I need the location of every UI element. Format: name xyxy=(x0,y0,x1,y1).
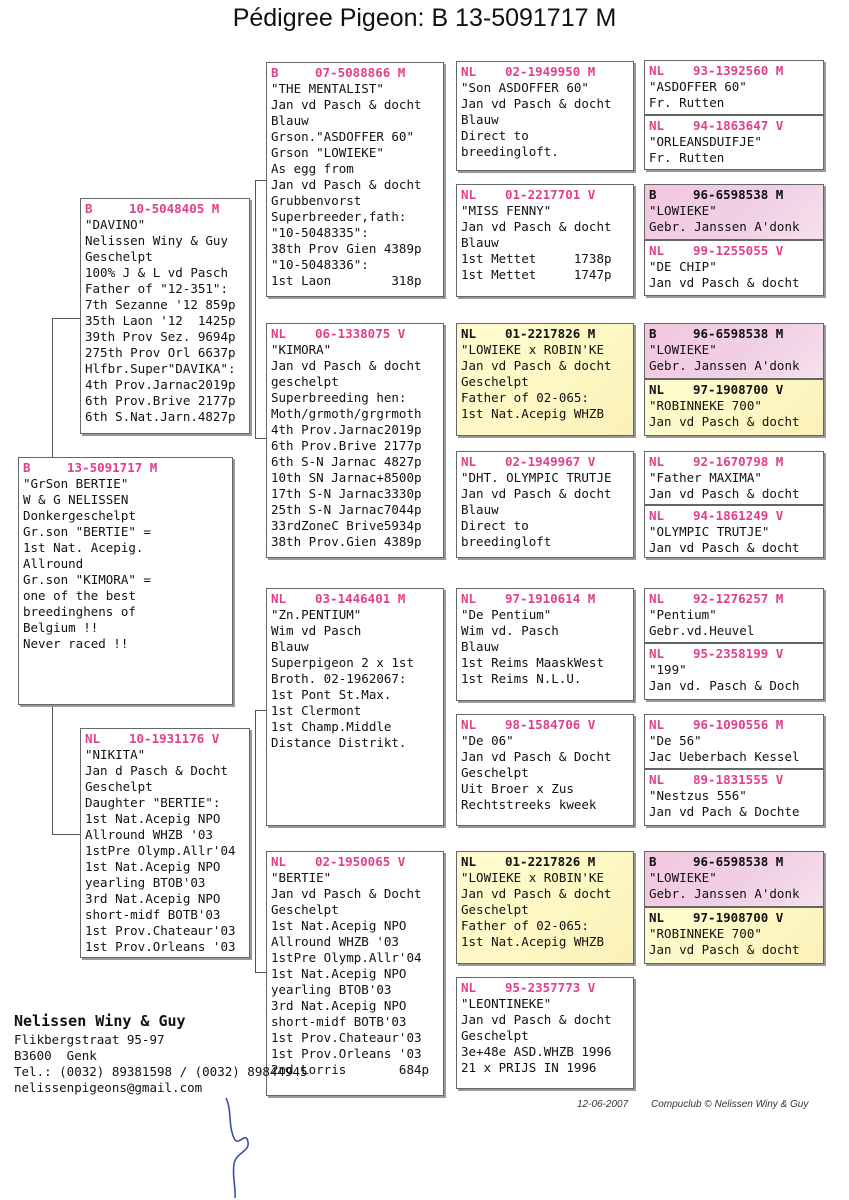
card-line: "LOWIEKE" xyxy=(649,870,717,885)
card-line: 35th Laon '12 1425p xyxy=(85,313,236,328)
card-header xyxy=(649,508,819,524)
card-line: W & G NELISSEN xyxy=(23,492,129,507)
connector-line xyxy=(255,710,256,972)
card-line: 1st Nat.Acepig NPO xyxy=(271,918,407,933)
pigeon-card-g2 xyxy=(644,115,824,170)
card-header xyxy=(461,591,629,607)
card-line: 1st Mettet 1747p xyxy=(461,267,612,282)
card-line: Wim vd Pasch xyxy=(271,623,362,638)
card-line: Superbreeding hen: xyxy=(271,390,407,405)
owner-city: B3600 Genk xyxy=(14,1048,97,1063)
card-line: Jan vd Pasch & docht xyxy=(271,358,422,373)
card-line: 1st Champ.Middle xyxy=(271,719,392,734)
pigeon-card-mmf xyxy=(456,851,634,964)
connector-line xyxy=(255,710,266,711)
card-line: 100% J & L vd Pasch xyxy=(85,265,228,280)
pigeon-card-g11 xyxy=(644,714,824,769)
connector-line xyxy=(52,318,53,458)
card-line: 1st Pont St.Max. xyxy=(271,687,392,702)
card-line: "10-5048335": xyxy=(271,225,369,240)
card-line: Jan vd Pasch & docht xyxy=(649,540,800,555)
pigeon-card-mfm xyxy=(456,714,634,826)
card-header xyxy=(649,910,819,926)
card-line: breedingloft. xyxy=(461,144,559,159)
owner-street: Flikbergstraat 95-97 xyxy=(14,1032,165,1047)
ring-number: 94-1861249 V xyxy=(693,508,784,523)
ring-number: 03-1446401 M xyxy=(315,591,406,606)
card-line: Moth/grmoth/grgrmoth xyxy=(271,406,422,421)
owner-phone: Tel.: (0032) 89381598 / (0032) 89844945 xyxy=(14,1064,308,1079)
ring-number: 94-1863647 V xyxy=(693,118,784,133)
country-code: NL xyxy=(461,854,477,869)
card-line: Blauw xyxy=(271,113,309,128)
card-header xyxy=(461,717,629,733)
card-header xyxy=(649,243,819,259)
card-line: Fr. Rutten xyxy=(649,150,725,165)
card-line: Geschelpt xyxy=(85,249,153,264)
country-code: NL xyxy=(649,646,665,661)
connector-line xyxy=(255,438,266,439)
card-line: Jan vd Pasch & docht xyxy=(461,219,612,234)
card-line: "KIMORA" xyxy=(271,342,332,357)
pigeon-card-ffm xyxy=(456,184,634,297)
card-line: 1st Prov.Orleans '03 xyxy=(271,1046,422,1061)
card-line: "LOWIEKE x ROBIN'KE xyxy=(461,870,604,885)
card-line: Geschelpt xyxy=(461,374,529,389)
country-code: B xyxy=(649,854,657,869)
country-code: B xyxy=(85,201,93,216)
card-line: 1st Nat.Acepig WHZB xyxy=(461,934,604,949)
country-code: NL xyxy=(461,326,477,341)
country-code: NL xyxy=(649,591,665,606)
card-line: 7th Sezanne '12 859p xyxy=(85,297,236,312)
pigeon-card-g5 xyxy=(644,323,824,379)
card-line: Fr. Rutten xyxy=(649,95,725,110)
pigeon-card-mf xyxy=(266,588,444,826)
ring-number: 99-1255055 V xyxy=(693,243,784,258)
ring-number: 89-1831555 V xyxy=(693,772,784,787)
card-line: 25th S-N Jarnac7044p xyxy=(271,502,422,517)
country-code: NL xyxy=(271,591,287,606)
card-line: "De Pentium" xyxy=(461,607,552,622)
card-header xyxy=(649,382,819,398)
country-code: NL xyxy=(461,64,477,79)
card-header xyxy=(649,772,819,788)
card-header xyxy=(271,591,439,607)
card-line: "199" xyxy=(649,662,687,677)
pigeon-card-fff xyxy=(456,61,634,171)
card-line: "DAVINO" xyxy=(85,217,146,232)
ring-number: 97-1908700 V xyxy=(693,910,784,925)
card-line: "THE MENTALIST" xyxy=(271,81,384,96)
card-line: Jan vd Pasch & docht xyxy=(461,486,612,501)
card-line: Jan vd Pasch & docht xyxy=(271,97,422,112)
connector-line xyxy=(52,318,80,319)
card-line: 1st Mettet 1738p xyxy=(461,251,612,266)
card-line: Jan vd Pasch & docht xyxy=(461,96,612,111)
country-code: NL xyxy=(649,243,665,258)
owner-email: nelissenpigeons@gmail.com xyxy=(14,1080,203,1095)
country-code: NL xyxy=(649,910,665,925)
card-line: 4th Prov.Jarnac2019p xyxy=(271,422,422,437)
ring-number: 01-2217701 V xyxy=(505,187,596,202)
country-code: NL xyxy=(649,508,665,523)
card-line: Distance Distrikt. xyxy=(271,735,407,750)
card-line: Nelissen Winy & Guy xyxy=(85,233,228,248)
card-line: Gr.son "KIMORA" = xyxy=(23,572,151,587)
card-line: 1stPre Olymp.Allr'04 xyxy=(271,950,422,965)
pigeon-card-g3 xyxy=(644,184,824,240)
card-line: Jan vd Pasch & docht xyxy=(649,275,800,290)
card-line: "LOWIEKE" xyxy=(649,203,717,218)
signature-mark xyxy=(218,1090,258,1200)
card-line: Jan vd Pasch & docht xyxy=(649,486,800,501)
ring-number: 10-5048405 M xyxy=(129,201,220,216)
pigeon-card-g13 xyxy=(644,851,824,907)
pigeon-card-fmf xyxy=(456,323,634,436)
card-line: Blauw xyxy=(461,502,499,517)
card-line: yearling BTOB'03 xyxy=(85,875,206,890)
ring-number: 02-1950065 V xyxy=(315,854,406,869)
card-line: "OLYMPIC TRUTJE" xyxy=(649,524,770,539)
card-header xyxy=(649,717,819,733)
card-line: Allround xyxy=(23,556,84,571)
card-header xyxy=(85,201,245,217)
card-line: breedinghens of xyxy=(23,604,136,619)
card-header xyxy=(461,64,629,80)
card-line: "Son ASDOFFER 60" xyxy=(461,80,589,95)
card-line: Father of 02-065: xyxy=(461,390,589,405)
card-line: Geschelpt xyxy=(461,765,529,780)
card-header xyxy=(271,854,439,870)
card-header xyxy=(649,591,819,607)
ring-number: 96-1090556 M xyxy=(693,717,784,732)
connector-line xyxy=(255,180,256,438)
card-line: Wim vd. Pasch xyxy=(461,623,559,638)
pigeon-card-pigeon xyxy=(18,457,233,705)
pigeon-card-g8 xyxy=(644,505,824,558)
card-line: 1st Prov.Chateaur'03 xyxy=(271,1030,422,1045)
card-line: Jan vd Pach & Dochte xyxy=(649,804,800,819)
card-line: 4th Prov.Jarnac2019p xyxy=(85,377,236,392)
ring-number: 95-2357773 V xyxy=(505,980,596,995)
ring-number: 96-6598538 M xyxy=(693,854,784,869)
footer-credit: Compuclub © Nelissen Winy & Guy xyxy=(651,1099,809,1110)
card-line: Jan vd Pasch & Docht xyxy=(271,886,422,901)
card-header xyxy=(649,454,819,470)
card-line: 38th Prov.Gien 4389p xyxy=(271,534,422,549)
card-line: 3rd Nat.Acepig NPO xyxy=(271,998,407,1013)
card-line: Father of 02-065: xyxy=(461,918,589,933)
card-line: 1st Prov.Orleans '03 xyxy=(85,939,236,954)
card-line: "ORLEANSDUIFJE" xyxy=(649,134,762,149)
card-line: 38th Prov Gien 4389p xyxy=(271,241,422,256)
connector-line xyxy=(255,972,266,973)
ring-number: 97-1908700 V xyxy=(693,382,784,397)
country-code: NL xyxy=(461,591,477,606)
card-line: Donkergeschelpt xyxy=(23,508,136,523)
card-line: Direct to xyxy=(461,518,529,533)
card-line: "LOWIEKE" xyxy=(649,342,717,357)
card-line: 275th Prov Orl 6637p xyxy=(85,345,236,360)
card-line: Gebr.vd.Heuvel xyxy=(649,623,755,638)
connector-line xyxy=(255,180,266,181)
country-code: NL xyxy=(461,454,477,469)
card-header xyxy=(23,460,228,476)
card-line: Gr.son "BERTIE" = xyxy=(23,524,151,539)
card-line: "Pentium" xyxy=(649,607,717,622)
country-code: NL xyxy=(649,454,665,469)
card-line: short-midf BOTB'03 xyxy=(85,907,221,922)
card-line: yearling BTOB'03 xyxy=(271,982,392,997)
pigeon-card-father xyxy=(80,198,250,434)
card-line: "DHT. OLYMPIC TRUTJE xyxy=(461,470,612,485)
card-header xyxy=(271,65,439,81)
card-header xyxy=(649,187,819,203)
card-line: 1stPre Olymp.Allr'04 xyxy=(85,843,236,858)
card-line: one of the best xyxy=(23,588,136,603)
card-header xyxy=(649,854,819,870)
card-line: Blauw xyxy=(461,112,499,127)
card-line: Allround WHZB '03 xyxy=(271,934,399,949)
ring-number: 92-1276257 M xyxy=(693,591,784,606)
country-code: NL xyxy=(649,382,665,397)
card-line: Gebr. Janssen A'donk xyxy=(649,358,800,373)
card-line: Geschelpt xyxy=(461,1028,529,1043)
card-header xyxy=(461,326,629,342)
pigeon-card-g1 xyxy=(644,60,824,115)
card-line: Gebr. Janssen A'donk xyxy=(649,219,800,234)
card-line: 1st Prov.Chateaur'03 xyxy=(85,923,236,938)
card-line: Gebr. Janssen A'donk xyxy=(649,886,800,901)
card-line: Jan vd Pasch & docht xyxy=(461,1012,612,1027)
card-line: Hlfbr.Super"DAVIKA": xyxy=(85,361,236,376)
card-line: "Father MAXIMA" xyxy=(649,470,762,485)
pigeon-card-mother xyxy=(80,728,250,958)
ring-number: 02-1949967 V xyxy=(505,454,596,469)
pigeon-card-g10 xyxy=(644,643,824,700)
country-code: B xyxy=(271,65,279,80)
page-title: Pédigree Pigeon: B 13-5091717 M xyxy=(232,4,617,32)
card-line: geschelpt xyxy=(271,374,339,389)
ring-number: 92-1670798 M xyxy=(693,454,784,469)
card-line: "10-5048336": xyxy=(271,257,369,272)
card-line: 6th Prov.Brive 2177p xyxy=(85,393,236,408)
card-line: "Zn.PENTIUM" xyxy=(271,607,362,622)
card-line: 17th S-N Jarnac3330p xyxy=(271,486,422,501)
card-line: 6th S-N Jarnac 4827p xyxy=(271,454,422,469)
ring-number: 10-1931176 V xyxy=(129,731,220,746)
connector-line xyxy=(52,834,80,835)
card-line: Superpigeon 2 x 1st xyxy=(271,655,414,670)
card-line: Grson."ASDOFFER 60" xyxy=(271,129,414,144)
owner-address xyxy=(14,1010,308,1096)
connector-line xyxy=(52,705,53,835)
card-line: "Nestzus 556" xyxy=(649,788,747,803)
card-header xyxy=(649,326,819,342)
card-line: 10th SN Jarnac+8500p xyxy=(271,470,422,485)
card-line: "De 06" xyxy=(461,733,514,748)
pigeon-card-fmm xyxy=(456,451,634,558)
card-line: Direct to xyxy=(461,128,529,143)
pigeon-card-g7 xyxy=(644,451,824,505)
card-header xyxy=(85,731,245,747)
card-header xyxy=(649,63,819,79)
card-line: Uit Broer x Zus xyxy=(461,781,574,796)
card-line: "GrSon BERTIE" xyxy=(23,476,129,491)
country-code: NL xyxy=(461,187,477,202)
card-line: Broth. 02-1962067: xyxy=(271,671,407,686)
country-code: NL xyxy=(649,63,665,78)
ring-number: 98-1584706 V xyxy=(505,717,596,732)
card-line: Geschelpt xyxy=(271,902,339,917)
card-line: 1st Clermont xyxy=(271,703,362,718)
card-line: breedingloft xyxy=(461,534,552,549)
ring-number: 95-2358199 V xyxy=(693,646,784,661)
print-date: 12-06-2007 xyxy=(577,1099,629,1110)
card-line: Allround WHZB '03 xyxy=(85,827,213,842)
owner-name: Nelissen Winy & Guy xyxy=(14,1012,186,1030)
country-code: NL xyxy=(461,980,477,995)
card-line: 6th Prov.Brive 2177p xyxy=(271,438,422,453)
card-line: 1st Reims MaaskWest xyxy=(461,655,604,670)
card-line: 1st Laon 318p xyxy=(271,273,422,288)
card-line: Never raced !! xyxy=(23,636,129,651)
card-line: Jan vd Pasch & docht xyxy=(461,886,612,901)
pigeon-card-ff xyxy=(266,62,444,297)
card-header xyxy=(271,326,439,342)
card-line: Belgium !! xyxy=(23,620,99,635)
pigeon-card-mff xyxy=(456,588,634,701)
card-line: short-midf BOTB'03 xyxy=(271,1014,407,1029)
card-line: Jac Ueberbach Kessel xyxy=(649,749,800,764)
card-line: "BERTIE" xyxy=(271,870,332,885)
pigeon-card-mmm xyxy=(456,977,634,1089)
ring-number: 96-6598538 M xyxy=(693,326,784,341)
pigeon-card-g6 xyxy=(644,379,824,436)
card-line: Blauw xyxy=(461,639,499,654)
card-line: Jan vd Pasch & docht xyxy=(649,414,800,429)
card-line: Superbreeder,fath: xyxy=(271,209,407,224)
country-code: NL xyxy=(649,717,665,732)
country-code: B xyxy=(23,460,31,475)
card-line: 1st Nat.Acepig NPO xyxy=(85,811,221,826)
card-header xyxy=(649,118,819,134)
card-line: Rechtstreeks kweek xyxy=(461,797,597,812)
pigeon-card-fm xyxy=(266,323,444,558)
ring-number: 06-1338075 V xyxy=(315,326,406,341)
card-line: 1st Nat. Acepig. xyxy=(23,540,144,555)
card-line: Jan vd. Pasch & Doch xyxy=(649,678,800,693)
ring-number: 01-2217826 M xyxy=(505,326,596,341)
card-header xyxy=(461,854,629,870)
card-line: Blauw xyxy=(271,639,309,654)
ring-number: 93-1392560 M xyxy=(693,63,784,78)
card-line: Jan vd Pasch & Docht xyxy=(461,749,612,764)
card-line: "De 56" xyxy=(649,733,702,748)
country-code: NL xyxy=(85,731,101,746)
ring-number: 07-5088866 M xyxy=(315,65,406,80)
pigeon-card-g9 xyxy=(644,588,824,643)
card-line: "ROBINNEKE 700" xyxy=(649,398,762,413)
card-line: Geschelpt xyxy=(461,902,529,917)
card-line: 39th Prov Sez. 9694p xyxy=(85,329,236,344)
ring-number: 02-1949950 M xyxy=(505,64,596,79)
card-line: Father of "12-351": xyxy=(85,281,228,296)
card-line: 2nd Lorris 684p xyxy=(271,1062,430,1077)
pigeon-card-g4 xyxy=(644,240,824,296)
card-line: "DE CHIP" xyxy=(649,259,717,274)
card-line: 1st Reims N.L.U. xyxy=(461,671,582,686)
card-line: As egg from xyxy=(271,161,354,176)
card-line: "NIKITA" xyxy=(85,747,146,762)
card-line: "MISS FENNY" xyxy=(461,203,552,218)
card-line: Blauw xyxy=(461,235,499,250)
pigeon-card-g14 xyxy=(644,907,824,964)
card-header xyxy=(461,454,629,470)
card-line: Jan vd Pasch & docht xyxy=(271,177,422,192)
card-line: "ASDOFFER 60" xyxy=(649,79,747,94)
ring-number: 13-5091717 M xyxy=(67,460,158,475)
country-code: B xyxy=(649,326,657,341)
card-line: 1st Nat.Acepig WHZB xyxy=(461,406,604,421)
pigeon-card-g12 xyxy=(644,769,824,826)
card-line: "ROBINNEKE 700" xyxy=(649,926,762,941)
country-code: B xyxy=(649,187,657,202)
country-code: NL xyxy=(461,717,477,732)
ring-number: 01-2217826 M xyxy=(505,854,596,869)
card-line: 3e+48e ASD.WHZB 1996 xyxy=(461,1044,612,1059)
card-line: 1st Nat.Acepig NPO xyxy=(271,966,407,981)
ring-number: 96-6598538 M xyxy=(693,187,784,202)
ring-number: 97-1910614 M xyxy=(505,591,596,606)
card-line: "LOWIEKE x ROBIN'KE xyxy=(461,342,604,357)
country-code: NL xyxy=(271,326,287,341)
card-line: 1st Nat.Acepig NPO xyxy=(85,859,221,874)
card-line: 33rdZoneC Brive5934p xyxy=(271,518,422,533)
card-line: "LEONTINEKE" xyxy=(461,996,552,1011)
card-line: Geschelpt xyxy=(85,779,153,794)
card-line: Jan d Pasch & Docht xyxy=(85,763,228,778)
country-code: NL xyxy=(271,854,287,869)
card-line: Grson "LOWIEKE" xyxy=(271,145,384,160)
card-header xyxy=(461,980,629,996)
card-line: Grubbenvorst xyxy=(271,193,362,208)
card-header xyxy=(461,187,629,203)
country-code: NL xyxy=(649,772,665,787)
card-line: Daughter "BERTIE": xyxy=(85,795,221,810)
card-line: 3rd Nat.Acepig NPO xyxy=(85,891,221,906)
card-line: Jan vd Pasch & docht xyxy=(649,942,800,957)
card-line: Jan vd Pasch & docht xyxy=(461,358,612,373)
country-code: NL xyxy=(649,118,665,133)
card-line: 6th S.Nat.Jarn.4827p xyxy=(85,409,236,424)
card-line: 21 x PRIJS IN 1996 xyxy=(461,1060,597,1075)
card-header xyxy=(649,646,819,662)
